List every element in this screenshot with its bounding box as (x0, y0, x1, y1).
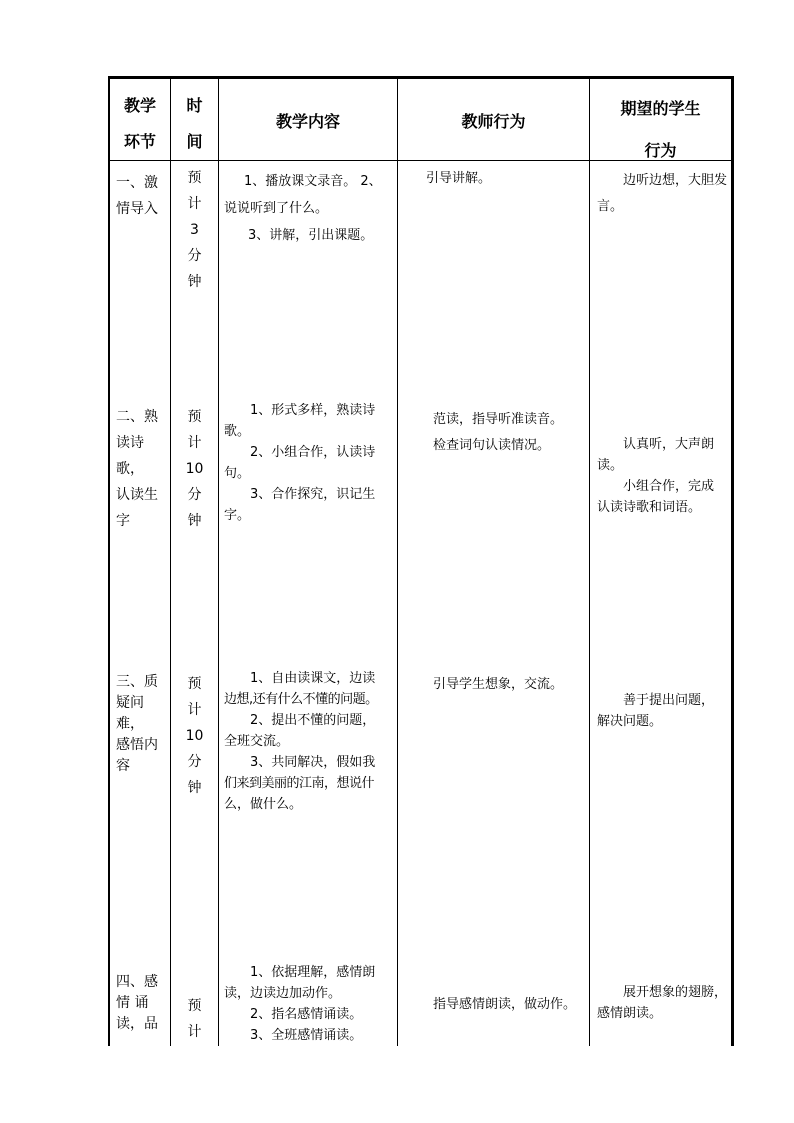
column-divider-4 (589, 76, 590, 1046)
header-time: 时 间 (186, 96, 203, 151)
row2-teacher: 范读，指导听准读音。 检查词句认读情况。 (433, 412, 564, 453)
row4-student: 展开想象的翅膀， 感情朗读。 (597, 985, 728, 1021)
row4-stage: 四、感 情 诵 读，品 (116, 974, 158, 1032)
row1-teacher: 引导讲解。 (426, 171, 492, 186)
header-content: 教学内容 (275, 112, 340, 131)
row2-stage: 二、熟 读诗歌， 认读生 字 (116, 409, 158, 529)
row3-stage: 三、质 疑问难， 感悟内 容 (116, 674, 158, 774)
row1-student: 边听边想，大胆发 言。 (597, 173, 728, 214)
row1-time: 预 计 3 分 钟 (187, 170, 202, 290)
row3-student: 善于提出问题， 解决问题。 (597, 693, 715, 729)
column-divider-3 (397, 76, 398, 1046)
table-top-border (108, 76, 734, 79)
row1-content: 1、播放课文录音。 2、 说说听到了什么。 3、讲解，引出课题。 (224, 174, 382, 243)
table-right-border (731, 76, 734, 1046)
row4-teacher: 指导感情朗读，做动作。 (433, 997, 577, 1012)
table-left-border (108, 76, 110, 1046)
header-stage: 教学 环节 (123, 96, 156, 151)
lesson-plan-table (108, 76, 734, 1046)
row4-time: 预 计 (187, 998, 202, 1040)
row2-student: 认真听，大声朗 读。 小组合作，完成 认读诗歌和词语。 (597, 437, 715, 515)
row2-content: 1、形式多样，熟读诗 歌。 2、小组合作，认读诗 句。 3、合作探究，识记生 字。 (224, 403, 376, 523)
header-student: 期望的学生 行为 (620, 99, 701, 160)
row4-content: 1、依据理解，感情朗 读，边读边加动作。 2、指名感情诵读。 3、全班感情诵读。 (224, 965, 376, 1043)
row3-teacher: 引导学生想象，交流。 (433, 677, 564, 692)
row2-time: 预 计 10 分 钟 (185, 409, 204, 529)
row3-content: 1、自由读课文，边读 边想,还有什么不懂的问题。 2、提出不懂的问题， 全班交流。 3、共同解决，假如我 们来到美丽的江南，想说什 么，做什么。 (224, 671, 378, 812)
column-divider-2 (218, 76, 219, 1046)
header-teacher: 教师行为 (461, 112, 526, 131)
row3-time: 预 计 10 分 钟 (185, 676, 204, 796)
row1-stage: 一、激 情导入 (116, 175, 158, 217)
